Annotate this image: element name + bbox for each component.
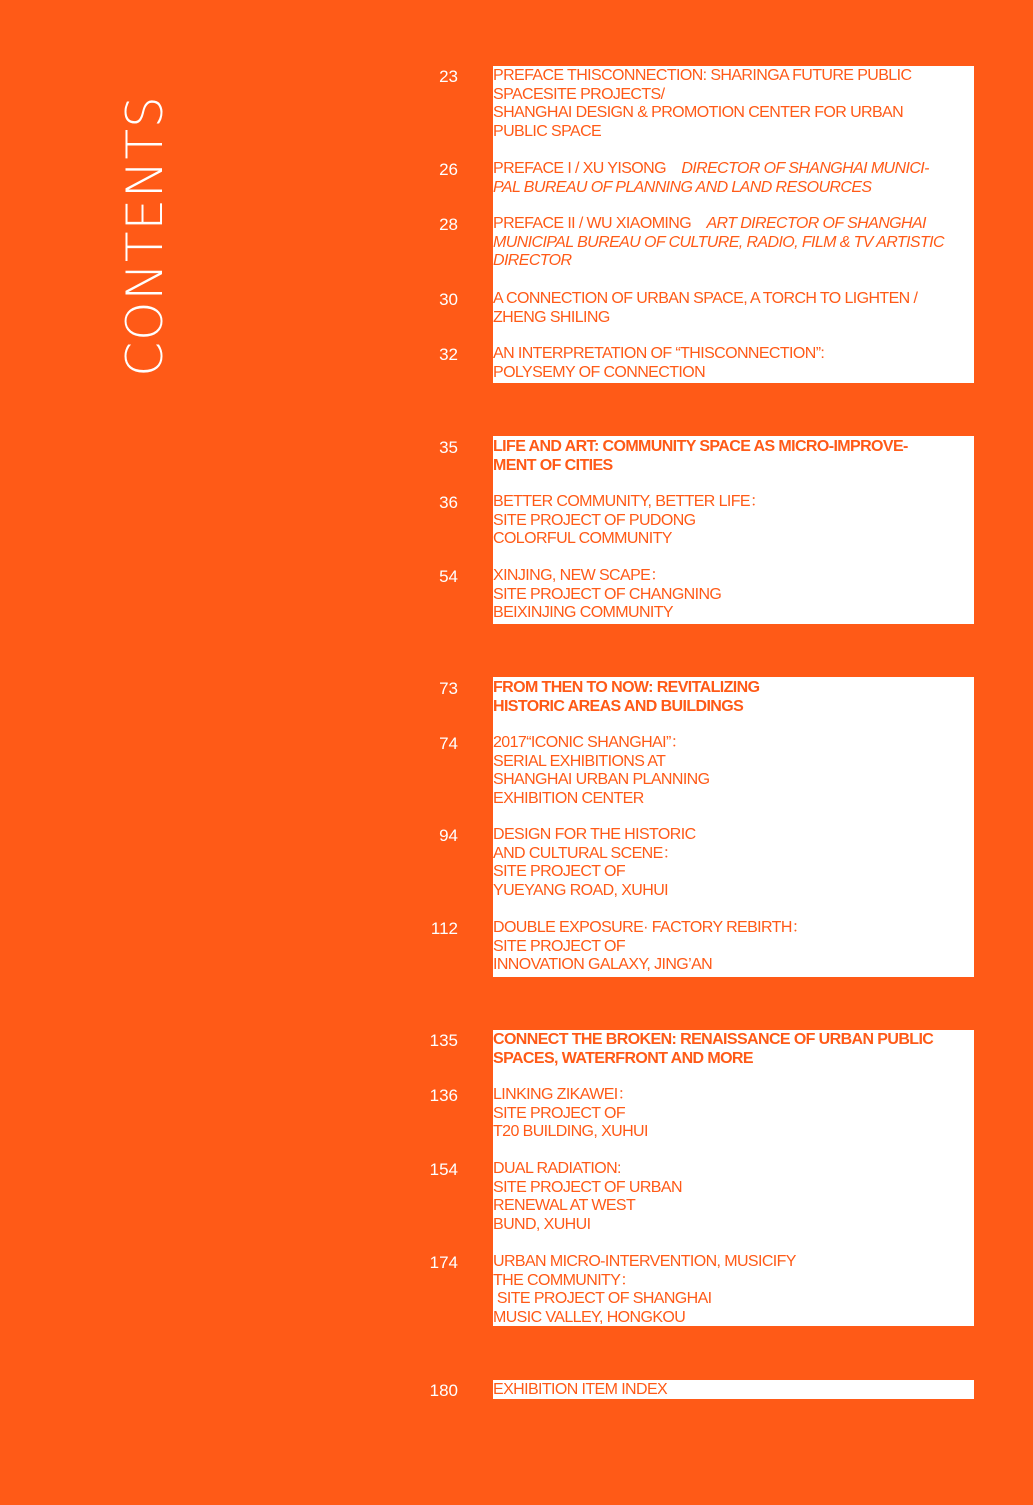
toc-entry-line: SITE PROJECT OF: [493, 863, 626, 880]
toc-entry-line: COLORFUL COMMUNITY: [493, 530, 672, 547]
toc-entry-line: EXHIBITION ITEM INDEX: [493, 1381, 668, 1398]
toc-entry-line: T20 BUILDING, XUHUI: [493, 1123, 648, 1140]
toc-entry-line: PUBLIC SPACE: [493, 122, 602, 140]
toc-entry-line: RENEWAL AT WEST: [493, 1197, 636, 1214]
toc-section-heading-line: HISTORIC AREAS AND BUILDINGS: [493, 697, 744, 715]
toc-entry-line: BEIXINJING COMMUNITY: [493, 604, 674, 621]
toc-entry-page-number: 28: [439, 215, 458, 234]
toc-entry-page-number: 32: [439, 345, 458, 364]
toc-entry-line: SITE PROJECT OF SHANGHAI: [493, 1290, 712, 1307]
toc-entry-italic-line: MUNICIPAL BUREAU OF CULTURE, RADIO, FILM & TV ARTISTIC: [493, 233, 944, 251]
toc-entry-line: SPACESITE PROJECTS/: [493, 85, 665, 103]
toc-entry-line: SITE PROJECT OF: [493, 937, 626, 955]
toc-entry-line: XINJING, NEW SCAPE：: [493, 567, 666, 584]
toc-entry-line: BUND, XUHUI: [493, 1215, 591, 1233]
toc-section-heading-line: LIFE AND ART: COMMUNITY SPACE AS MICRO-IMPROVE-: [493, 438, 908, 455]
toc-entry-line: ZHENG SHILING: [493, 308, 610, 326]
toc-entry-line: 2017“ICONIC SHANGHAI”：: [493, 734, 687, 751]
toc-entry-line: SERIAL EXHIBITIONS AT: [493, 752, 666, 770]
toc-entry-line: EXHIBITION CENTER: [493, 789, 644, 807]
toc-section-heading-line: MENT OF CITIES: [493, 456, 613, 474]
toc-entry-page-number: 23: [439, 67, 458, 86]
toc-entry-page-number: 112: [430, 919, 458, 938]
toc-entry-line: SITE PROJECT OF URBAN: [493, 1178, 682, 1196]
toc-entry-italic-line: ART DIRECTOR OF SHANGHAI: [706, 215, 926, 232]
toc-entry-line: SITE PROJECT OF PUDONG: [493, 511, 696, 529]
toc-entry-line: PREFACE THISCONNECTION: SHARINGA FUTURE PUBLIC: [493, 67, 912, 84]
toc-section-heading-line: CONNECT THE BROKEN: RENAISSANCE OF URBAN PUBLIC: [493, 1031, 934, 1048]
toc-entry-line: POLYSEMY OF CONNECTION: [493, 363, 706, 381]
toc-section-heading-line: FROM THEN TO NOW: REVITALIZING: [493, 679, 760, 696]
toc-entry-page-number: 180: [429, 1381, 458, 1400]
toc-entry-line: YUEYANG ROAD, XUHUI: [493, 881, 668, 899]
toc-entry-line: PREFACE II / WU XIAOMING: [493, 215, 692, 232]
toc-entry-line: DOUBLE EXPOSURE· FACTORY REBIRTH：: [493, 919, 808, 936]
toc-entry-line: SITE PROJECT OF CHANGNING: [493, 585, 722, 603]
toc-entry-line: SHANGHAI URBAN PLANNING: [493, 771, 710, 788]
toc-entry-line: URBAN MICRO-INTERVENTION, MUSICIFY: [493, 1253, 796, 1270]
toc-entry-page-number: 136: [429, 1086, 458, 1105]
toc-entry-line: AND CULTURAL SCENE：: [493, 844, 679, 862]
toc-entry-italic-line: DIRECTOR: [493, 252, 572, 269]
toc-entry-line: DUAL RADIATION:: [493, 1160, 621, 1177]
toc-entry-line: PREFACE I / XU YISONG: [493, 160, 666, 177]
toc-entry-line: AN INTERPRETATION OF “THISCONNECTION”:: [493, 345, 825, 362]
toc-entry-page-number: 26: [439, 160, 458, 179]
toc-entry-page-number: 74: [439, 734, 458, 753]
toc-entry-page-number: 73: [439, 679, 458, 698]
toc-entry-line: BETTER COMMUNITY, BETTER LIFE：: [493, 493, 766, 510]
toc-section-heading-line: SPACES, WATERFRONT AND MORE: [493, 1049, 753, 1067]
toc-entry-page-number: 135: [429, 1031, 458, 1050]
toc-entry-line: THE COMMUNITY：: [493, 1271, 636, 1289]
toc-entry-line: DESIGN FOR THE HISTORIC: [493, 826, 696, 843]
toc-entry-page-number: 174: [429, 1253, 458, 1272]
toc-entry-line: A CONNECTION OF URBAN SPACE, A TORCH TO LIGHTEN /: [493, 290, 918, 307]
toc-entry-line: SITE PROJECT OF: [493, 1104, 626, 1122]
contents-title-text: CONTENTS: [116, 95, 174, 377]
toc-entry-page-number: 30: [439, 290, 458, 309]
toc-entry-page-number: 154: [429, 1160, 458, 1179]
toc-entry-line: SHANGHAI DESIGN & PROMOTION CENTER FOR URBAN: [493, 104, 904, 121]
toc-entry-italic-line: PAL BUREAU OF PLANNING AND LAND RESOURCES: [493, 178, 872, 196]
toc-entry-italic-line: DIRECTOR OF SHANGHAI MUNICI-: [681, 160, 929, 177]
toc-entry-page-number: 54: [439, 567, 458, 586]
toc-entry-page-number: 36: [439, 493, 458, 512]
toc-entry-page-number: 94: [439, 826, 458, 845]
toc-entry-line: LINKING ZIKAWEI：: [493, 1086, 634, 1103]
toc-entry-line: INNOVATION GALAXY, JING’AN: [493, 956, 713, 973]
toc-entry-page-number: 35: [439, 438, 458, 457]
toc-entry-line: MUSIC VALLEY, HONGKOU: [493, 1308, 686, 1326]
contents-title: [116, 66, 174, 406]
